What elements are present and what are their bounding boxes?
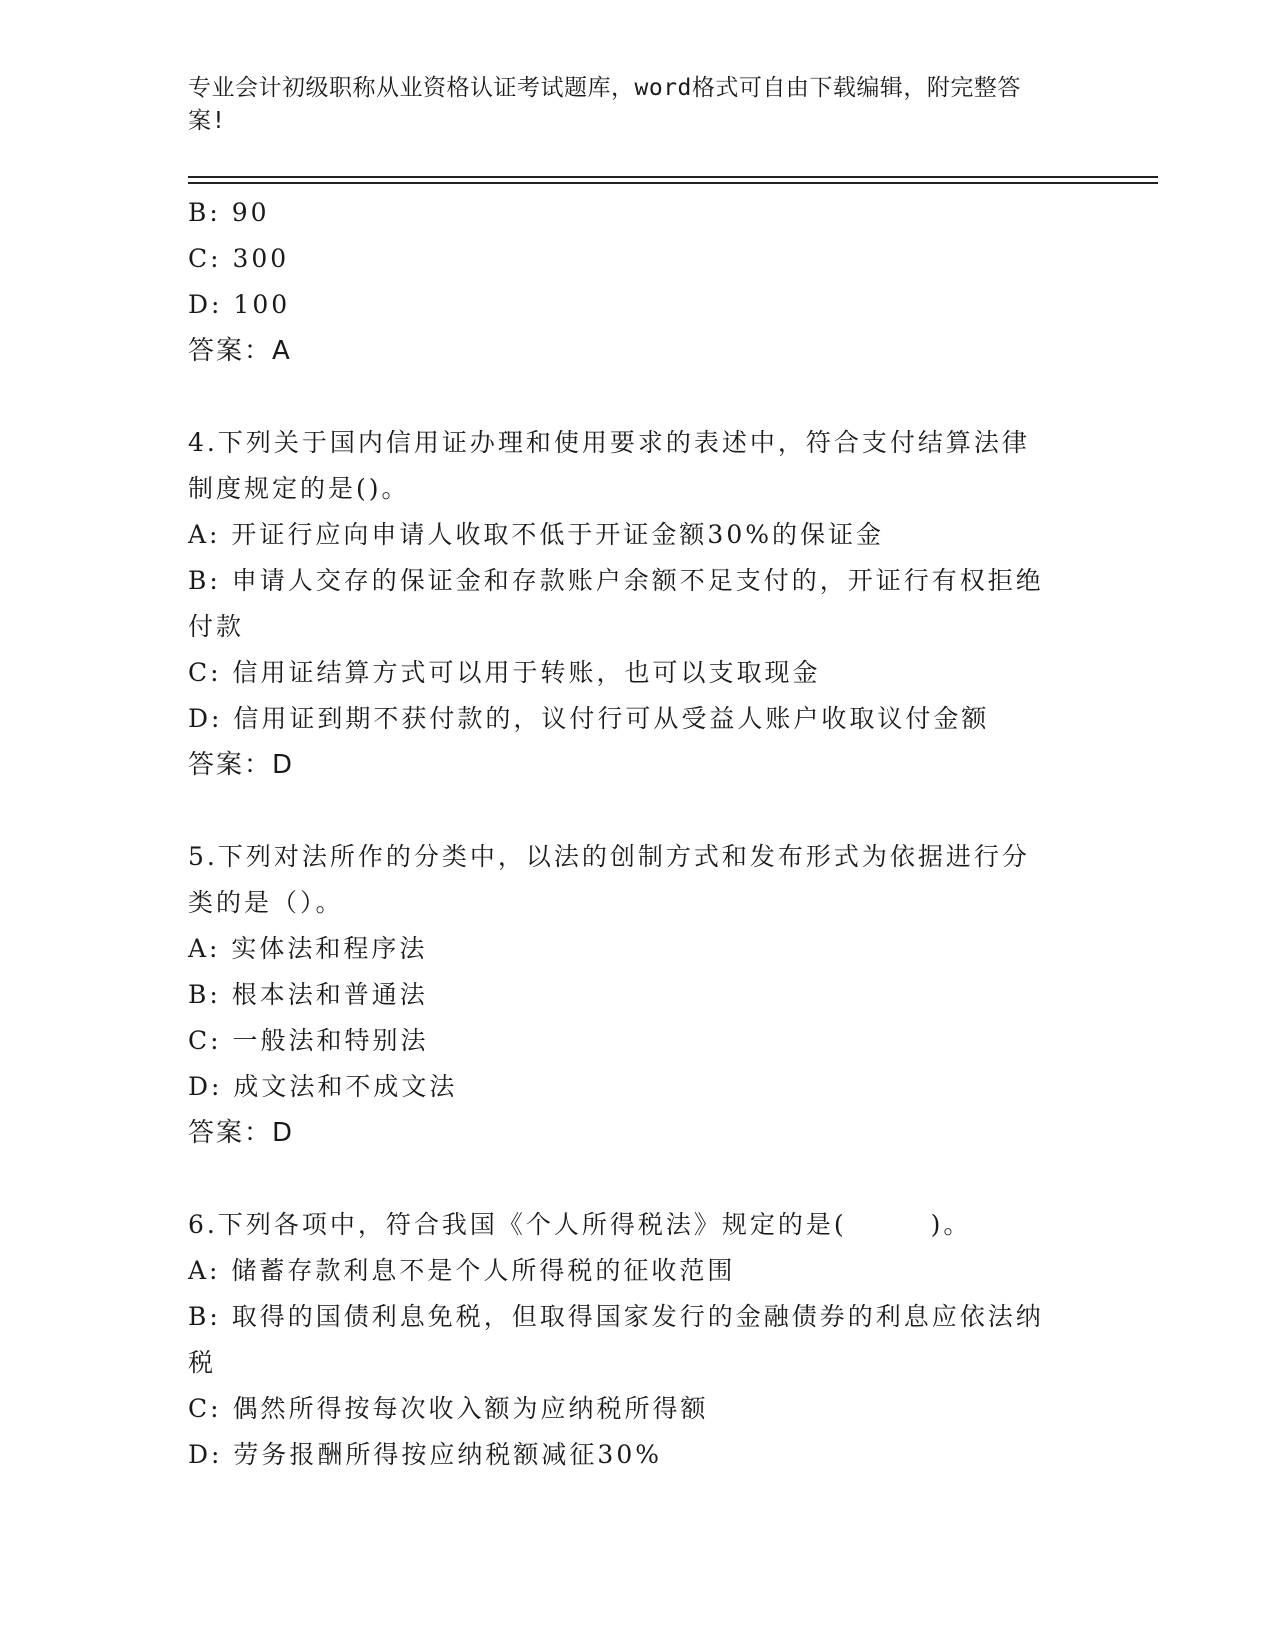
q4-stem-line-2: 制度规定的是()。 [188, 474, 410, 503]
question-list [188, 190, 1088, 1478]
q3-answer: 答案：A [188, 336, 292, 366]
q3-option-c: C: 300 [188, 244, 290, 273]
q6-stem-line-1: 6.下列各项中，符合我国《个人所得税法》规定的是( )。 [188, 1210, 972, 1239]
q5-answer: 答案：D [188, 1118, 295, 1148]
question-5 [188, 834, 1088, 1156]
question-6 [188, 1202, 1088, 1478]
spacer [188, 1156, 1088, 1202]
header-line-1: 专业会计初级职称从业资格认证考试题库，word格式可自由下载编辑，附完整答 [188, 75, 1021, 101]
question-3-tail [188, 190, 1088, 374]
q3-option-b: B: 90 [188, 198, 270, 227]
q4-option-b-line-2: 付款 [188, 612, 245, 641]
q3-option-d: D: 100 [188, 290, 291, 319]
q6-option-b-line-1: B: 取得的国债利息免税，但取得国家发行的金融债券的利息应依法纳 [188, 1302, 1044, 1331]
q4-option-c: C: 信用证结算方式可以用于转账，也可以支取现金 [188, 658, 821, 687]
q5-stem-line-2: 类的是（）。 [188, 888, 344, 917]
page-header [188, 72, 1068, 138]
q5-stem-line-1: 5.下列对法所作的分类中，以法的创制方式和发布形式为依据进行分 [188, 842, 1030, 871]
q5-option-b: B: 根本法和普通法 [188, 980, 428, 1009]
q5-option-a: A: 实体法和程序法 [188, 934, 428, 963]
q4-option-b-line-1: B: 申请人交存的保证金和存款账户余额不足支付的，开证行有权拒绝 [188, 566, 1044, 595]
q4-option-d: D: 信用证到期不获付款的，议付行可从受益人账户收取议付金额 [188, 704, 990, 733]
q4-answer: 答案：D [188, 750, 295, 780]
question-4 [188, 420, 1088, 788]
q4-option-a: A: 开证行应向申请人收取不低于开证金额30%的保证金 [188, 520, 884, 549]
header-rule-top [188, 176, 1158, 178]
header-line-2: 案! [188, 108, 226, 134]
q5-option-d: D: 成文法和不成文法 [188, 1072, 458, 1101]
q6-option-d: D: 劳务报酬所得按应纳税额减征30% [188, 1440, 662, 1469]
header-rule-bottom [188, 182, 1158, 184]
q6-option-a: A: 储蓄存款利息不是个人所得税的征收范围 [188, 1256, 736, 1285]
spacer [188, 788, 1088, 834]
spacer [188, 374, 1088, 420]
q5-option-c: C: 一般法和特别法 [188, 1026, 429, 1055]
q4-stem-line-1: 4.下列关于国内信用证办理和使用要求的表述中，符合支付结算法律 [188, 428, 1030, 457]
q6-option-b-line-2: 税 [188, 1348, 217, 1377]
q6-option-c: C: 偶然所得按每次收入额为应纳税所得额 [188, 1394, 709, 1423]
